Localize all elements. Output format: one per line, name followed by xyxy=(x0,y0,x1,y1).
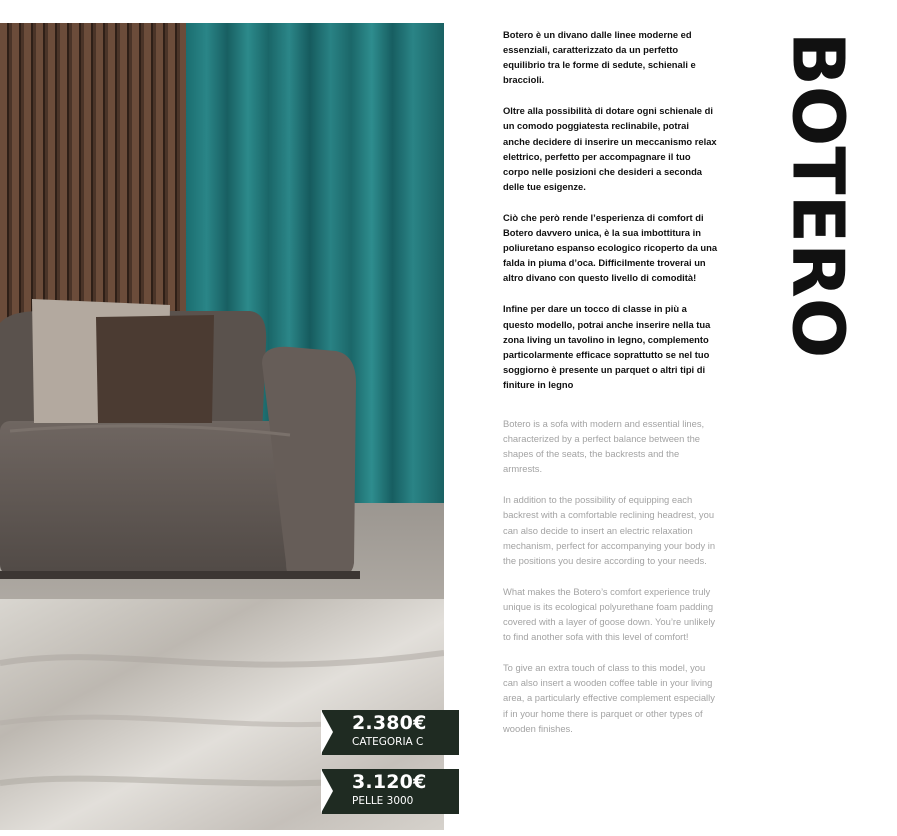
paragraph-it: Infine per dare un tocco di classe in più a questo modello, potrai anche inserire nella tua zona living un tavolino in legno, complemento particolarmente efficace soprattutto se nel tuo soggiorno è presente un parquet o altri tipi di finiture in legno xyxy=(503,303,711,390)
price-label: PELLE 3000 xyxy=(352,795,414,807)
tag-notch xyxy=(321,710,333,754)
paragraph-it: Oltre alla possibilità di dotare ogni schienale di un comodo poggiatesta reclinabile, potrai anche decidere di inserire un meccanismo relax elettrico, perfetto per accompagnare il tuo corpo nelle posizioni che desideri a seconda delle tue esigenze. xyxy=(503,105,717,192)
description-italian xyxy=(503,27,718,408)
tag-notch xyxy=(321,769,333,813)
price-tag-category-c xyxy=(322,710,459,755)
paragraph-en: In addition to the possibility of equipping each backrest with a comfortable reclining headrest, you can also decide to insert an electric relaxation mechanism, perfect for accompanying your body in the positions you desire according to your needs. xyxy=(503,494,716,566)
description-english xyxy=(503,416,718,752)
paragraph-en: To give an extra touch of class to this model, you can also insert a wooden coffee table in your living area, a particularly effective complement especially if in your home there is parquet or other types of wooden finishes. xyxy=(503,662,715,734)
paragraph-it: Ciò che però rende l’esperienza di comfort di Botero davvero unica, è la sua imbottitura in poliuretano espanso ecologico ricoperto da una falda in piuma d’oca. Difficilmente troverai un altro divano con questo livello di comodità! xyxy=(503,211,718,284)
price-amount: 2.380€ xyxy=(352,712,427,734)
brand-title-block xyxy=(776,24,860,366)
price-label: CATEGORIA C xyxy=(352,736,424,748)
paragraph-it: Botero è un divano dalle linee moderne ed essenziali, caratterizzato da un perfetto equilibrio tra le forme di sedute, schienali e braccioli. xyxy=(503,29,696,86)
product-photo xyxy=(0,23,444,830)
price-tag-pelle-3000 xyxy=(322,769,459,814)
paragraph-en: Botero is a sofa with modern and essential lines, characterized by a perfect balance between the shapes of the seats, the backrests and the armrests. xyxy=(503,418,705,475)
price-amount: 3.120€ xyxy=(352,771,427,793)
brand-title: BOTERO xyxy=(776,31,860,359)
paragraph-en: What makes the Botero’s comfort experience truly unique is its ecological polyurethane foam padding covered with a layer of goose down. You’re unlikely to find another sofa with this level of comfort! xyxy=(503,585,716,643)
